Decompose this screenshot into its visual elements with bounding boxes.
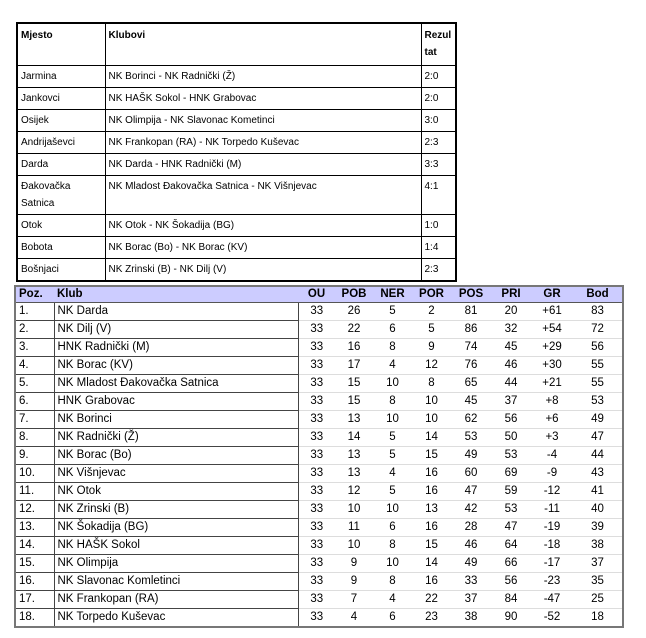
standing-points: 43 [573,465,623,483]
standing-goal-difference: +3 [531,429,573,447]
match-result: 4:1 [421,176,456,215]
standing-lost: 8 [412,375,451,393]
standing-lost: 23 [412,609,451,628]
standing-position: 12. [15,501,54,519]
standing-played: 33 [298,573,335,591]
standing-goal-difference: -23 [531,573,573,591]
standing-drawn: 5 [373,303,412,321]
standing-position: 9. [15,447,54,465]
standing-lost: 22 [412,591,451,609]
match-result: 1:4 [421,237,456,259]
header-pos: Poz. [15,286,54,303]
match-place: Bošnjaci [17,259,105,282]
standing-goals-against: 69 [491,465,531,483]
standing-lost: 14 [412,555,451,573]
standing-club: NK Borac (KV) [54,357,298,375]
standing-lost: 14 [412,429,451,447]
standing-club: NK Olimpija [54,555,298,573]
standing-lost: 5 [412,321,451,339]
standing-won: 15 [335,375,373,393]
header-won: POB [335,286,373,303]
standing-goals-for: 47 [451,483,491,501]
match-result: 1:0 [421,215,456,237]
standing-position: 4. [15,357,54,375]
standing-won: 13 [335,465,373,483]
standing-goal-difference: -11 [531,501,573,519]
standing-points: 39 [573,519,623,537]
standing-goal-difference: +8 [531,393,573,411]
match-place: Đakovačka Satnica [17,176,105,215]
standing-goals-for: 60 [451,465,491,483]
standing-won: 12 [335,483,373,501]
standing-won: 9 [335,555,373,573]
standing-position: 15. [15,555,54,573]
standing-points: 38 [573,537,623,555]
standing-points: 35 [573,573,623,591]
standing-played: 33 [298,465,335,483]
standing-club: NK Frankopan (RA) [54,591,298,609]
match-result: 3:0 [421,110,456,132]
standing-played: 33 [298,357,335,375]
standing-lost: 16 [412,573,451,591]
standing-position: 6. [15,393,54,411]
standing-position: 14. [15,537,54,555]
standing-goal-difference: +54 [531,321,573,339]
standings-row [15,393,623,411]
standing-goal-difference: -47 [531,591,573,609]
standings-row [15,375,623,393]
standing-goal-difference: -4 [531,447,573,465]
standing-goal-difference: -17 [531,555,573,573]
standing-points: 41 [573,483,623,501]
standing-goals-against: 56 [491,411,531,429]
standing-goal-difference: -18 [531,537,573,555]
standing-goal-difference: -9 [531,465,573,483]
standing-drawn: 8 [373,339,412,357]
standing-lost: 16 [412,519,451,537]
standing-points: 55 [573,357,623,375]
standing-points: 44 [573,447,623,465]
standings-row [15,555,623,573]
header-goals-for: POS [451,286,491,303]
match-row [17,154,456,176]
standing-played: 33 [298,591,335,609]
standing-points: 72 [573,321,623,339]
standing-goals-against: 47 [491,519,531,537]
standing-position: 17. [15,591,54,609]
match-place: Osijek [17,110,105,132]
standing-lost: 10 [412,411,451,429]
standing-goal-difference: +29 [531,339,573,357]
header-club: Klub [54,286,298,303]
standing-goals-against: 37 [491,393,531,411]
match-row [17,88,456,110]
standings-row [15,465,623,483]
standing-club: HNK Radnički (M) [54,339,298,357]
standing-played: 33 [298,501,335,519]
match-place: Otok [17,215,105,237]
standing-club: NK Dilj (V) [54,321,298,339]
header-drawn: NER [373,286,412,303]
match-result: 3:3 [421,154,456,176]
standing-goals-against: 53 [491,501,531,519]
standing-drawn: 10 [373,501,412,519]
standing-club: NK Slavonac Komletinci [54,573,298,591]
standing-club: NK Otok [54,483,298,501]
match-results-body [17,66,456,282]
standings-body [15,303,623,628]
match-result: 2:0 [421,88,456,110]
match-clubs: NK HAŠK Sokol - HNK Grabovac [105,88,421,110]
standing-club: NK Šokadija (BG) [54,519,298,537]
standing-club: HNK Grabovac [54,393,298,411]
standings-row [15,321,623,339]
match-place: Jarmina [17,66,105,88]
match-row [17,215,456,237]
standing-played: 33 [298,411,335,429]
standing-goals-for: 81 [451,303,491,321]
standing-club: NK Borac (Bo) [54,447,298,465]
standings-row [15,519,623,537]
match-clubs: NK Borinci - NK Radnički (Ž) [105,66,421,88]
standing-goals-for: 76 [451,357,491,375]
standing-points: 25 [573,591,623,609]
standing-drawn: 8 [373,573,412,591]
match-row [17,259,456,282]
match-clubs: NK Mladost Đakovačka Satnica - NK Višnjevac [105,176,421,215]
standing-goals-against: 90 [491,609,531,628]
match-result: 2:3 [421,259,456,282]
standing-goals-against: 84 [491,591,531,609]
match-clubs: NK Borac (Bo) - NK Borac (KV) [105,237,421,259]
standing-goals-against: 46 [491,357,531,375]
standing-position: 10. [15,465,54,483]
standing-goals-for: 33 [451,573,491,591]
standing-won: 26 [335,303,373,321]
standing-goals-for: 74 [451,339,491,357]
standing-goals-against: 45 [491,339,531,357]
standing-club: NK Darda [54,303,298,321]
standing-lost: 2 [412,303,451,321]
header-clubs: Klubovi [105,23,421,66]
standing-lost: 12 [412,357,451,375]
standing-points: 18 [573,609,623,628]
standings-row [15,537,623,555]
standing-position: 18. [15,609,54,628]
standing-goals-against: 44 [491,375,531,393]
match-clubs: NK Darda - HNK Radnički (M) [105,154,421,176]
standing-drawn: 10 [373,375,412,393]
standing-goal-difference: +6 [531,411,573,429]
standing-won: 13 [335,411,373,429]
standing-club: NK Višnjevac [54,465,298,483]
standing-points: 56 [573,339,623,357]
standing-drawn: 4 [373,465,412,483]
header-goals-against: PRI [491,286,531,303]
standing-club: NK Mladost Đakovačka Satnica [54,375,298,393]
standings-row [15,573,623,591]
standing-goals-for: 46 [451,537,491,555]
header-place: Mjesto [17,23,105,66]
standings-row [15,483,623,501]
standing-won: 10 [335,537,373,555]
standing-played: 33 [298,321,335,339]
header-result: Rezultat [421,23,456,66]
standing-won: 13 [335,447,373,465]
standing-goal-difference: -52 [531,609,573,628]
standing-goals-against: 50 [491,429,531,447]
standing-drawn: 10 [373,411,412,429]
standing-lost: 15 [412,447,451,465]
standing-position: 3. [15,339,54,357]
standings-row [15,303,623,321]
match-result: 2:3 [421,132,456,154]
standing-position: 13. [15,519,54,537]
standing-lost: 13 [412,501,451,519]
standing-goals-for: 65 [451,375,491,393]
standing-drawn: 10 [373,555,412,573]
standing-goals-for: 49 [451,555,491,573]
standing-lost: 16 [412,483,451,501]
standing-drawn: 5 [373,447,412,465]
standing-points: 49 [573,411,623,429]
standings-header-row [15,286,623,303]
header-goal-difference: GR [531,286,573,303]
match-results-header-row [17,23,456,66]
match-row [17,66,456,88]
standing-drawn: 8 [373,537,412,555]
standing-drawn: 6 [373,321,412,339]
standing-points: 83 [573,303,623,321]
standing-goals-against: 56 [491,573,531,591]
standing-points: 55 [573,375,623,393]
standing-position: 11. [15,483,54,501]
standing-goals-against: 53 [491,447,531,465]
standing-club: NK Radnički (Ž) [54,429,298,447]
standings-row [15,501,623,519]
standing-drawn: 4 [373,357,412,375]
standing-won: 10 [335,501,373,519]
standing-goal-difference: -12 [531,483,573,501]
standing-goals-against: 59 [491,483,531,501]
standing-points: 37 [573,555,623,573]
header-points: Bod [573,286,623,303]
standing-position: 1. [15,303,54,321]
standing-played: 33 [298,537,335,555]
match-results-table [16,22,457,282]
standing-goals-against: 20 [491,303,531,321]
standing-drawn: 6 [373,519,412,537]
standing-won: 22 [335,321,373,339]
standing-position: 5. [15,375,54,393]
standing-won: 14 [335,429,373,447]
standings-row [15,429,623,447]
match-row [17,110,456,132]
standing-goals-for: 28 [451,519,491,537]
standing-won: 16 [335,339,373,357]
standing-lost: 15 [412,537,451,555]
standing-lost: 10 [412,393,451,411]
standing-position: 7. [15,411,54,429]
standing-won: 7 [335,591,373,609]
standing-played: 33 [298,375,335,393]
standing-club: NK Zrinski (B) [54,501,298,519]
standing-position: 8. [15,429,54,447]
match-clubs: NK Otok - NK Šokadija (BG) [105,215,421,237]
match-place: Jankovci [17,88,105,110]
standing-won: 15 [335,393,373,411]
standing-won: 17 [335,357,373,375]
standings-row [15,357,623,375]
standing-drawn: 5 [373,429,412,447]
standing-drawn: 4 [373,591,412,609]
standing-lost: 16 [412,465,451,483]
standing-position: 16. [15,573,54,591]
standing-points: 53 [573,393,623,411]
standing-drawn: 8 [373,393,412,411]
standing-goal-difference: +21 [531,375,573,393]
standing-goals-for: 45 [451,393,491,411]
standing-club: NK Torpedo Kuševac [54,609,298,628]
standing-goals-against: 66 [491,555,531,573]
standing-won: 9 [335,573,373,591]
standing-goals-for: 42 [451,501,491,519]
standing-played: 33 [298,609,335,628]
standing-club: NK Borinci [54,411,298,429]
standing-drawn: 6 [373,609,412,628]
standing-played: 33 [298,447,335,465]
standing-played: 33 [298,339,335,357]
standing-club: NK HAŠK Sokol [54,537,298,555]
standing-won: 11 [335,519,373,537]
standing-goals-against: 64 [491,537,531,555]
standing-drawn: 5 [373,483,412,501]
match-clubs: NK Zrinski (B) - NK Dilj (V) [105,259,421,282]
standing-lost: 9 [412,339,451,357]
standing-played: 33 [298,303,335,321]
standing-goals-for: 62 [451,411,491,429]
standing-points: 40 [573,501,623,519]
standing-goal-difference: -19 [531,519,573,537]
standing-goal-difference: +61 [531,303,573,321]
standing-goals-for: 86 [451,321,491,339]
standing-played: 33 [298,519,335,537]
standing-goals-for: 49 [451,447,491,465]
standing-points: 47 [573,429,623,447]
standing-played: 33 [298,429,335,447]
standing-goals-for: 53 [451,429,491,447]
standing-won: 4 [335,609,373,628]
match-place: Darda [17,154,105,176]
standings-row [15,339,623,357]
standing-played: 33 [298,393,335,411]
match-place: Bobota [17,237,105,259]
standings-row [15,411,623,429]
match-row [17,132,456,154]
match-clubs: NK Olimpija - NK Slavonac Kometinci [105,110,421,132]
standing-goals-for: 38 [451,609,491,628]
match-place: Andrijaševci [17,132,105,154]
match-row [17,237,456,259]
standing-goals-against: 32 [491,321,531,339]
match-row [17,176,456,215]
standings-row [15,609,623,628]
standings-table [14,285,624,628]
standings-row [15,591,623,609]
standing-goals-for: 37 [451,591,491,609]
match-clubs: NK Frankopan (RA) - NK Torpedo Kuševac [105,132,421,154]
match-result: 2:0 [421,66,456,88]
standing-played: 33 [298,483,335,501]
standings-row [15,447,623,465]
standing-played: 33 [298,555,335,573]
header-lost: POR [412,286,451,303]
standing-goal-difference: +30 [531,357,573,375]
standing-position: 2. [15,321,54,339]
header-played: OU [298,286,335,303]
